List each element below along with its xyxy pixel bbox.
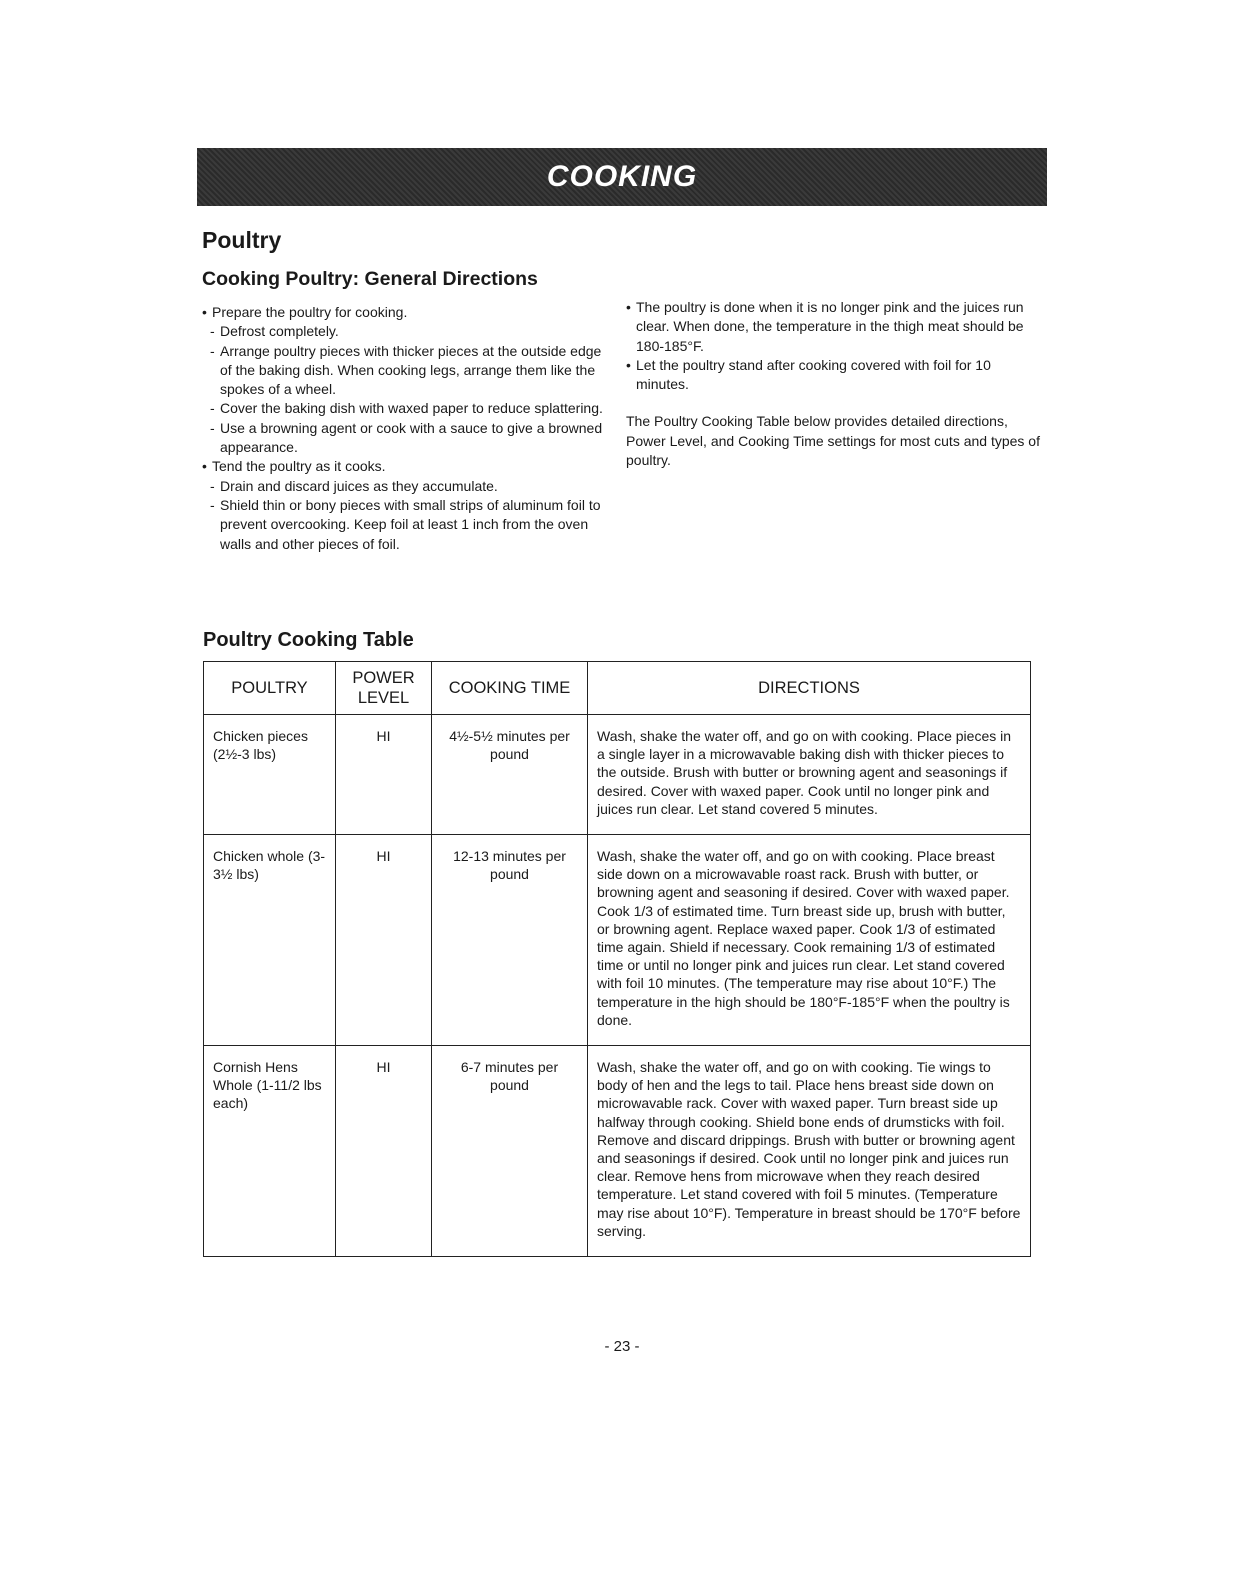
cell-directions: Wash, shake the water off, and go on with cooking. Tie wings to body of hen and the legs to tail. Place hens breast side down on microwavable rack. Cover with waxed paper. Turn breast side up halfway through cooking. Shield bone ends of drumsticks with foil. Remove and discard drippings. Brush with butter or browning agent and seasonings if desired. Cook until no longer pink and juices run clear. Remove hens from microwave when they reach desired temperature. Let stand covered with foil 5 minutes. (Temperature may rise about 10°F). Temperature in breast should be 170°F before serving. <box>588 1046 1031 1257</box>
cell-poultry: Chicken whole (3-3½ lbs) <box>204 835 336 1046</box>
dash-item: - Shield thin or bony pieces with small strips of aluminum foil to prevent overcooking. Keep foil at least 1 inch from the oven walls and other pieces of foil. <box>210 496 601 552</box>
general-directions-left <box>202 303 612 554</box>
general-directions-right <box>626 298 1046 470</box>
cell-power: HI <box>336 835 432 1046</box>
header-cooking-time: COOKING TIME <box>432 662 588 715</box>
banner-title: COOKING <box>546 160 698 193</box>
cell-power: HI <box>336 715 432 835</box>
bullet-item: • Tend the poultry as it cooks. <box>202 458 386 475</box>
header-directions: DIRECTIONS <box>588 662 1031 715</box>
cell-time: 12-13 minutes per pound <box>432 835 588 1046</box>
cell-time: 6-7 minutes per pound <box>432 1046 588 1257</box>
bullet-item: • Let the poultry stand after cooking covered with foil for 10 minutes. <box>626 356 991 393</box>
table-header-row <box>204 662 1031 715</box>
dash-item: - Arrange poultry pieces with thicker pieces at the outside edge of the baking dish. When cooking legs, arrange them like the spokes of a wheel. <box>210 342 602 398</box>
dash-item: - Defrost completely. <box>210 323 339 340</box>
section-title: Poultry <box>202 227 282 253</box>
bullet-item: • The poultry is done when it is no longer pink and the juices run clear. When done, the temperature in the thigh meat should be 180-185°F. <box>626 299 1024 354</box>
table-row <box>204 835 1031 1046</box>
subsection-title: Cooking Poultry: General Directions <box>202 268 538 290</box>
cell-poultry: Cornish Hens Whole (1-11/2 lbs each) <box>204 1046 336 1257</box>
cell-power: HI <box>336 1046 432 1257</box>
dash-item: - Use a browning agent or cook with a sauce to give a browned appearance. <box>210 419 603 456</box>
table-title: Poultry Cooking Table <box>203 629 414 651</box>
poultry-cooking-table <box>203 661 1031 1257</box>
cell-time: 4½-5½ minutes per pound <box>432 715 588 835</box>
bullet-item: • Prepare the poultry for cooking. <box>202 304 408 320</box>
cell-directions: Wash, shake the water off, and go on with cooking. Place breast side down on a microwavable roast rack. Brush with butter, or browning agent and seasoning if desired. Cover with waxed paper. Cook 1/3 of estimated time. Turn breast side up, brush with butter, or browning agent. Replace waxed paper. Cook 1/3 of estimated time again. Shield if necessary. Cook remaining 1/3 of estimated time or until no longer pink and juices run clear. Let stand covered with foil 10 minutes. (The temperature may rise about 10°F.) The temperature in the high should be 180°F-185°F when the poultry is done. <box>588 835 1031 1046</box>
header-poultry: POULTRY <box>204 662 336 715</box>
dash-item: - Cover the baking dish with waxed paper to reduce splattering. <box>210 400 603 417</box>
header-power-level: POWER LEVEL <box>336 662 432 715</box>
cell-directions: Wash, shake the water off, and go on with cooking. Place pieces in a single layer in a microwavable baking dish with thicker pieces to the outside. Brush with butter or browning agent and seasonings if desired. Cover with waxed paper. Cook until no longer pink and juices run clear. Let stand covered 5 minutes. <box>588 715 1031 835</box>
cooking-banner <box>197 148 1047 206</box>
table-row <box>204 1046 1031 1257</box>
page-number: - 23 - <box>604 1338 640 1355</box>
cell-poultry: Chicken pieces (2½-3 lbs) <box>204 715 336 835</box>
table-row <box>204 715 1031 835</box>
table-intro-paragraph: The Poultry Cooking Table below provides detailed directions, Power Level, and Cooking Time settings for most cuts and types of poultry. <box>626 413 1040 469</box>
dash-item: - Drain and discard juices as they accumulate. <box>210 477 498 494</box>
